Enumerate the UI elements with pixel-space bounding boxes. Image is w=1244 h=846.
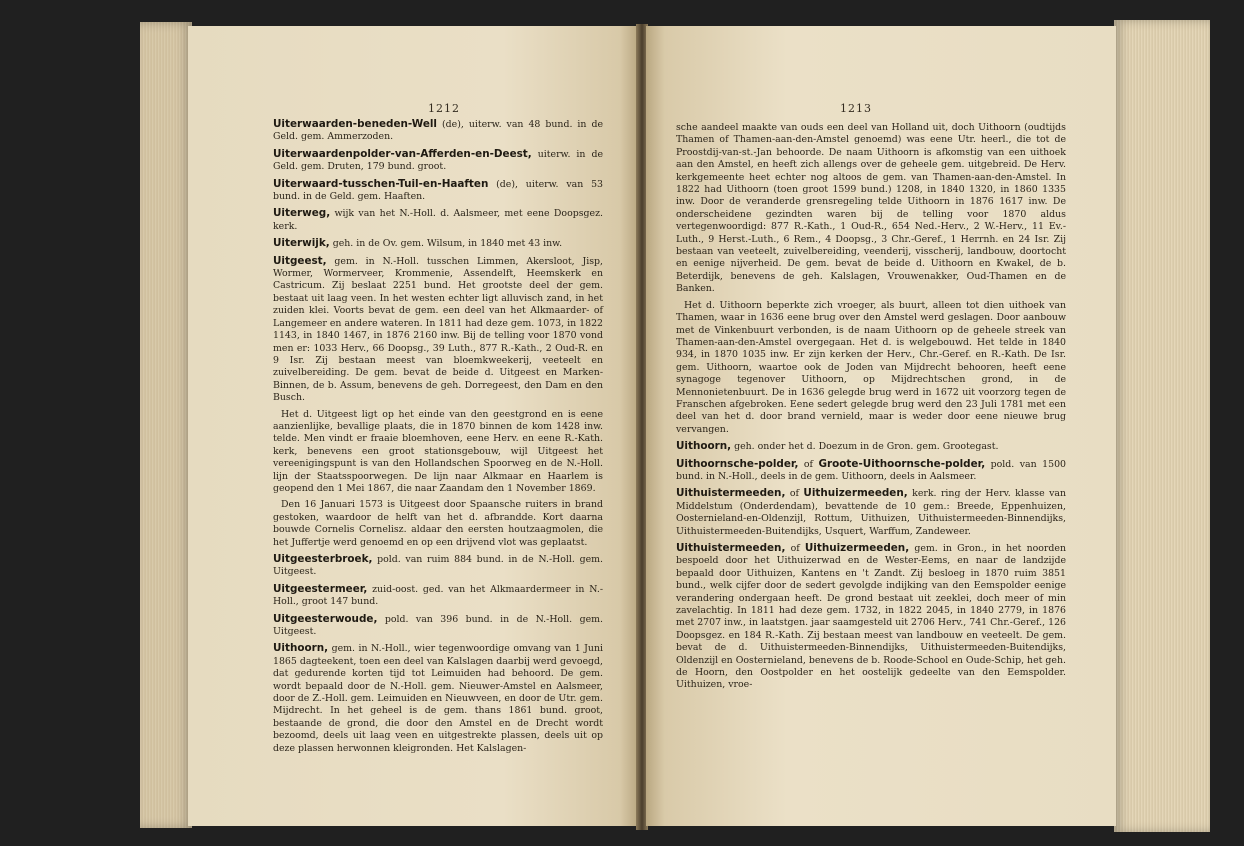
entry-text: uiterw. in de Geld. gem. Druten, 179 bund. groot. bbox=[273, 148, 603, 173]
entry-headword: Uiterweg, bbox=[273, 207, 331, 220]
entry-text: geh. onder het d. Doezum in de Gron. gem. Grootegast. bbox=[731, 441, 999, 453]
entry-headword: Uitgeesterbroek, bbox=[273, 553, 373, 565]
right-page bbox=[646, 26, 1116, 826]
entry-headword: Uiterwaarden-beneden-Well bbox=[273, 118, 437, 130]
dictionary-entry bbox=[676, 458, 1066, 484]
body-paragraph: Het d. Uithoorn beperkte zich vroeger, als buurt, alleen tot dien uithoek van Thamen, waar in 1636 eene brug over den Amstel werd geslagen. Door aanbouw met de Vinkenbuurt verbonden, is de naam Uithoorn op de geheele streek van Thamen-aan-den-Amstel overgegaan. Het d. is welgebouwd. Het telde in 1840 934, in 1870 1035 inw. Er zijn kerken der Herv., Chr.-Geref. en R.-Kath. De Isr. gem. Uithoorn, waartoe ook de Joden van Mijdrecht behooren, heeft eene synagoge tegenover Uithoorn, op Mijdrechtschen grond, in de Mennonietenbuurt. De in 1636 gelegde brug werd in 1672 uit voorzorg tegen de Franschen afgebroken. Eene sedert gelegde brug werd den 23 Juli 1781 met een deel van het d. door brand vernield, maar is weder door eene nieuwe brug vervangen. bbox=[676, 299, 1066, 435]
entry-text: (de), uiterw. van 53 bund. in de Geld. gem. Haaften. bbox=[273, 178, 603, 203]
dictionary-entry bbox=[273, 642, 603, 755]
dictionary-entry bbox=[273, 207, 603, 233]
dictionary-entry bbox=[273, 148, 603, 174]
entry-text: zuid-oost. ged. van het Alkmaardermeer in N.-Holl., groot 147 bund. bbox=[273, 583, 603, 608]
entry-headword: Uithuistermeeden, bbox=[676, 487, 786, 500]
entry-headword: Uitgeestermeer, bbox=[273, 582, 368, 595]
entry-headword-alt: Groote-Uithoornsche-polder, bbox=[818, 457, 986, 470]
entry-headword: Uiterwaardenpolder-van-Afferden-en-Deest, bbox=[273, 147, 532, 160]
entry-headword-alt: Uithuizermeeden, bbox=[803, 487, 908, 500]
dictionary-entry bbox=[676, 487, 1066, 538]
entry-headword: Uitgeesterwoude, bbox=[273, 612, 378, 625]
dictionary-entry bbox=[273, 583, 603, 609]
entry-text: of bbox=[798, 458, 819, 470]
page-number-right: 1213 bbox=[840, 102, 872, 115]
entry-text: gem. in N.-Holl., wier tegenwoordige omvang van 1 Juni 1865 dagteekent, toen een deel van Kalslagen daarbij werd gevoegd, dat gedurende korten tijd tot Leimuiden had behoord. De gem. wordt bepaald door de N.-Holl. gem. Nieuwer-Amstel en Aalsmeer, door de Z.-Holl. gem. Leimuiden en Nieuwveen, en door de Utr. gem. Mijdrecht. In het geheel is de gem. thans 1861 bund. groot, bestaande de grond, die door den Amstel en de Drecht wordt bezoomd, deels uit laag veen en uitgestrekte plassen, deels uit op deze plassen herwonnen kleigronden. Het Kalslagen- bbox=[273, 643, 603, 754]
body-paragraph: sche aandeel maakte van ouds een deel van Holland uit, doch Uithoorn (oudtijds Thamen of Thamen-aan-den-Amstel genoemd) was eene Utr. heerl., die tot de Proostdij-van-st.-Jan behoorde. De naam Uithoorn is afkomstig van een uithoek aan den Amstel, en heeft zich allengs over de geheele gem. uitgebreid. De Herv. kerkgemeente heet echter nog altoos de gem. van Thamen-aan-den-Amstel. In 1822 had Uithoorn (toen groot 1599 bund.) 1208, in 1840 1320, in 1860 1335 inw. Door de veranderde grensregeling telde Uithoorn in 1876 1617 inw. De onderscheidene gezindten waren bij de telling voor 1870 aldus vertegenwoordigd: 877 R.-Kath., 1 Oud-R., 654 Ned.-Herv., 2 W.-Herv., 11 Ev.-Luth., 9 Herst.-Luth., 6 Rem., 4 Doopsg., 3 Chr.-Geref., 1 Herrnh. en 24 Isr. Zij bestaan van veeteelt, zuivelbereiding, veenderij, visscherij, landbouw, doortocht en eenige nijverheid. De gem. bevat de beide d. Uithoorn en Kwakel, de b. Beterdijk, benevens de geh. Kalslagen, Vrouwenakker, Oud-Thamen en de Banken. bbox=[676, 122, 1066, 295]
dictionary-entry bbox=[676, 542, 1066, 692]
entry-text: pold. van ruim 884 bund. in de N.-Holl. gem. Uitgeest. bbox=[273, 554, 603, 578]
body-paragraph: Het d. Uitgeest ligt op het einde van den geestgrond en is eene aanzienlijke, bevallige plaats, die in 1870 binnen de kom 1428 inw. telde. Men vindt er fraaie bloemhoven, eene Herv. en eene R.-Kath. kerk, benevens een groot stationsgebouw, wijl Uitgeest het vereenigingspunt is van den Hollandschen Spoorweg en de N.-Holl. lijn der Staatsspoorwegen. De lijn naar Alkmaar en Haarlem is geopend den 1 Mei 1867, die naar Zaandam den 1 November 1869. bbox=[273, 408, 603, 494]
page-edges-left bbox=[140, 22, 192, 828]
entry-headword: Uithoornsche-polder, bbox=[676, 457, 799, 470]
left-page bbox=[188, 26, 638, 826]
page-edges-right bbox=[1114, 20, 1210, 832]
right-page-text bbox=[676, 122, 1066, 696]
entry-headword: Uiterwijk, bbox=[273, 237, 330, 250]
entry-headword-alt: Uithuizermeeden, bbox=[804, 542, 910, 554]
page-number-left: 1212 bbox=[428, 102, 460, 115]
dictionary-entry bbox=[273, 255, 603, 405]
entry-headword: Uiterwaard-tusschen-Tuil-en-Haaften bbox=[273, 177, 489, 190]
entry-text: (de), uiterw. van 48 bund. in de Geld. gem. Ammerzoden. bbox=[273, 119, 603, 143]
entry-headword: Uithoorn, bbox=[676, 440, 732, 453]
entry-text: gem. in Gron., in het noorden bespoeld door het Uithuizerwad en de Wester-Eems, en naar de landzijde bepaald door Uithuizen, Kantens en 't Zandt. Zij besloeg in 1870 ruim 3851 bund., welk cijfer door de sedert gevolgde indijking van den Eemspolder eenige verandering ondergaan heeft. De grond bestaat uit zeeklei, doch meer of min zavelachtig. In 1811 had deze gem. 1732, in 1822 2045, in 1840 2779, in 1876 met 2707 inw., in laatstgen. jaar saamgesteld uit 2706 Herv., 741 Chr.-Geref., 126 Doopsgez. en 184 R.-Kath. Zij bestaan meest van landbouw en veeteelt. De gem. bevat de d. Uithuistermeeden-Binnendijks, Uithuistermeeden-Buitendijks, Oldenzijl en Oosternieland, benevens de b. Roode-School en Oude-Schip, het geh. de Hoorn, den Oostpolder en het oostelijk gedeelte van den Eemspolder. Uithuizen, vroe- bbox=[676, 543, 1067, 691]
left-page-text bbox=[273, 118, 603, 759]
entry-text: gem. in N.-Holl. tusschen Limmen, Akersloot, Jisp, Wormer, Wormerveer, Krommenie, Assendelft, Heemskerk en Castricum. Zij beslaat 2251 bund. Het grootste deel der gem. bestaat uit laag veen. In het westen echter ligt alluvisch zand, in het zuiden klei. Voorts bevat de gem. een deel van het Alkmaarder- of Langemeer en andere wateren. In 1811 had deze gem. 1073, in 1822 1143, in 1840 1467, in 1876 2160 inw. Bij de telling voor 1870 vond men er: 1033 Herv., 66 Doopsg., 39 Luth., 877 R.-Kath., 2 Oud-R. en 9 Isr. Zij bestaan meest van bloemkweekerij, veeteelt en zuivelbereiding. De gem. bevat de beide d. Uitgeest en Marken-Binnen, de b. Assum, benevens de geh. Dorregeest, den Dam en den Busch. bbox=[273, 255, 603, 404]
entry-text: pold. van 1500 bund. in N.-Holl., deels in de gem. Uithoorn, deels in Aalsmeer. bbox=[676, 458, 1066, 482]
dictionary-entry bbox=[273, 613, 603, 639]
entry-headword: Uitgeest, bbox=[273, 254, 327, 267]
entry-text: of bbox=[785, 543, 805, 554]
entry-text: kerk. ring der Herv. klasse van Middelstum (Onderdendam), bevattende de 10 gem.: Breede, Eppenhuizen, Oosternieland-en-Oldenzijl, Rottum, Uithuizen, Uithuistermeeden-Binnendijks, Uithuistermeeden-Buitendijks, Usquert, Warffum, Zandeweer. bbox=[676, 488, 1066, 537]
entry-text: of bbox=[785, 488, 804, 500]
entry-text: geh. in de Ov. gem. Wilsum, in 1840 met 43 inw. bbox=[329, 238, 563, 250]
entry-text: pold. van 396 bund. in de N.-Holl. gem. Uitgeest. bbox=[273, 613, 603, 638]
dictionary-entry bbox=[273, 553, 603, 579]
entry-headword: Uithuistermeeden, bbox=[676, 542, 786, 554]
dictionary-entry bbox=[273, 118, 603, 144]
body-paragraph: Den 16 Januari 1573 is Uitgeest door Spaansche ruiters in brand gestoken, waardoor de helft van het d. afbrandde. Kort daarna bouwde Cornelis Cornelisz. aldaar den eersten houtzaagmolen, die het Juffertje werd genoemd en op een drijvend vlot was geplaatst. bbox=[273, 499, 603, 548]
dictionary-entry bbox=[273, 178, 603, 204]
dictionary-entry bbox=[273, 237, 603, 250]
dictionary-entry bbox=[676, 440, 1066, 453]
entry-text: wijk van het N.-Holl. d. Aalsmeer, met eene Doopsgez. kerk. bbox=[273, 208, 603, 232]
entry-headword: Uithoorn, bbox=[273, 642, 329, 655]
